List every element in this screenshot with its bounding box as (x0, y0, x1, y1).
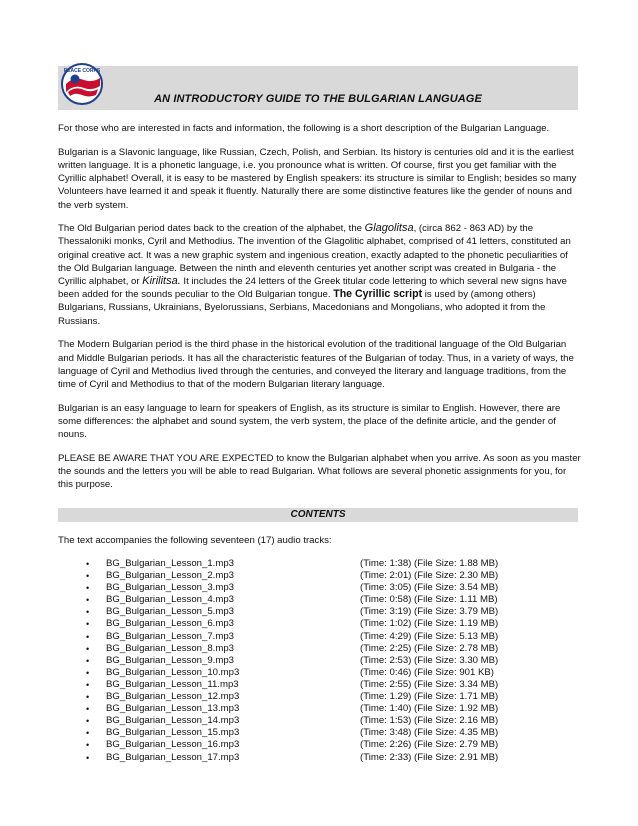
track-item (86, 727, 526, 739)
p3-text-a: The Old Bulgarian period dates back to the creation of the alphabet, the (58, 223, 365, 235)
track-filename: BG_Bulgarian_Lesson_14.mp3 (106, 715, 240, 727)
bullet-icon: • (86, 631, 90, 642)
contents-heading: CONTENTS (290, 509, 346, 520)
p3-text-c: It includes the 24 letters of the Greek titular code lettering to which several new signs have been added for the sounds peculiar to the Old Bulgarian tongue. (58, 276, 567, 301)
track-duration-size: (Time: 2:01) (File Size: 2.30 MB) (360, 570, 499, 582)
track-duration-size: (Time: 2:53) (File Size: 3.30 MB) (360, 654, 499, 666)
glagolitsa-term: Glagolitsa (364, 222, 414, 235)
track-filename: BG_Bulgarian_Lesson_13.mp3 (106, 703, 240, 715)
svg-text:PEACE CORPS: PEACE CORPS (63, 68, 101, 74)
tracks-intro: The text accompanies the following seventeen (17) audio tracks: (58, 535, 332, 546)
document-title: AN INTRODUCTORY GUIDE TO THE BULGARIAN LANGUAGE (154, 93, 482, 105)
track-filename: BG_Bulgarian_Lesson_11.mp3 (106, 678, 239, 690)
bullet-icon: • (86, 740, 90, 751)
kirilitsa-term: Kirilitsa. (142, 275, 181, 288)
track-filename: BG_Bulgarian_Lesson_3.mp3 (106, 582, 235, 594)
track-item (86, 703, 526, 715)
intro-section (58, 122, 582, 502)
bullet-icon: • (86, 752, 90, 763)
track-duration-size: (Time: 1:40) (File Size: 1.92 MB) (360, 703, 499, 715)
track-filename: BG_Bulgarian_Lesson_8.mp3 (106, 642, 235, 654)
intro-paragraph-2: Bulgarian is a Slavonic language, like Russian, Czech, Polish, and Serbian. Its history is centuries old and it is the earliest written language. It is a phonetic language, i.e. you pronounce what is written. Of course, first you get familiar with the Cyrillic alphabet! Overall, it is easy to be mastered by English speakers: its structure is similar to English; besides so many Volunteers have learned it and speak it fluently. Naturally there are some distinctive features like the gender of nouns and the verb system. (58, 146, 577, 211)
track-duration-size: (Time: 0:46) (File Size: 901 KB) (360, 666, 494, 678)
track-duration-size: (Time: 2:26) (File Size: 2.79 MB) (360, 739, 499, 751)
track-item (86, 715, 526, 727)
track-filename: BG_Bulgarian_Lesson_10.mp3 (106, 666, 240, 678)
intro-paragraph-5: Bulgarian is an easy language to learn for speakers of English, as its structure is similar to English. However, there are some differences: the alphabet and sound system, the verb system, the place of the definite article, and the gender of nouns. (58, 402, 561, 441)
track-duration-size: (Time: 0:58) (File Size: 1.11 MB) (360, 594, 498, 606)
track-duration-size: (Time: 2:55) (File Size: 3.34 MB) (360, 678, 499, 690)
track-duration-size: (Time: 3:19) (File Size: 3.79 MB) (360, 606, 499, 618)
bullet-icon: • (86, 571, 90, 582)
intro-paragraph-1: For those who are interested in facts and information, the following is a short description of the Bulgarian Language. (58, 123, 550, 134)
bullet-icon: • (86, 595, 90, 606)
track-filename: BG_Bulgarian_Lesson_16.mp3 (106, 739, 240, 751)
bullet-icon: • (86, 643, 90, 654)
cyrillic-script-term: The Cyrillic script (333, 288, 423, 301)
track-item (86, 618, 526, 630)
track-duration-size: (Time: 3:05) (File Size: 3.54 MB) (360, 582, 499, 594)
bullet-icon: • (86, 559, 90, 569)
track-item (86, 643, 526, 655)
bullet-icon: • (86, 716, 90, 727)
bullet-icon: • (86, 728, 90, 739)
track-duration-size: (Time: 1.29) (File Size: 1.71 MB) (360, 691, 499, 703)
bullet-icon: • (86, 667, 90, 678)
p3-text-d: is used by (among others) Bulgarians, Russians, Ukrainians, Byelorussians, Serbians, Macedonians and Mongolians, who adopted it from the Russians. (58, 289, 546, 327)
track-filename: BG_Bulgarian_Lesson_12.mp3 (106, 691, 240, 703)
track-filename: BG_Bulgarian_Lesson_17.mp3 (106, 751, 240, 763)
track-filename: BG_Bulgarian_Lesson_5.mp3 (106, 606, 235, 618)
bullet-icon: • (86, 704, 90, 715)
track-item (86, 752, 526, 764)
track-duration-size: (Time: 1:02) (File Size: 1.19 MB) (360, 618, 499, 630)
track-duration-size: (Time: 2:33) (File Size: 2.91 MB) (360, 751, 499, 763)
intro-paragraph-6: PLEASE BE AWARE THAT YOU ARE EXPECTED to know the Bulgarian alphabet when you arrive. As soon as you master the sounds and the letters you will be able to read Bulgarian. What follows are several phonetic assignments for you, for this purpose. (58, 452, 581, 491)
bullet-icon: • (86, 679, 90, 690)
track-duration-size: (Time: 2:25) (File Size: 2.78 MB) (360, 642, 499, 654)
track-item (86, 558, 526, 570)
track-item (86, 667, 526, 679)
track-filename: BG_Bulgarian_Lesson_7.mp3 (106, 630, 235, 642)
bullet-icon: • (86, 655, 90, 666)
track-item (86, 582, 526, 594)
track-item (86, 679, 526, 691)
track-item (86, 594, 526, 606)
track-filename: BG_Bulgarian_Lesson_9.mp3 (106, 654, 235, 666)
bullet-icon: • (86, 692, 90, 703)
track-duration-size: (Time: 1:53) (File Size: 2.16 MB) (360, 715, 499, 727)
track-filename: BG_Bulgarian_Lesson_4.mp3 (106, 594, 235, 606)
intro-paragraph-4: The Modern Bulgarian period is the third phase in the historical evolution of the traditional language of the Old Bulgarian and Middle Bulgarian periods. It has all the characteristic features of the Bulgarian of today. Thus, in a variety of ways, the language of Cyril and Methodius lived through the centuries, and conveyed the literary and language traditions, from the time of Cyril and Methodius to that of the modern Bulgarian literary language. (58, 339, 574, 390)
track-item (86, 691, 526, 703)
bullet-icon: • (86, 583, 90, 594)
bullet-icon: • (86, 619, 90, 630)
p3-text-b: , (circa 862 - 863 AD) by the Thessaloniki monks, Cyril and Methodius. The invention of the Glagolitic alphabet, comprised of 41 letters, constituted an original creative act. It was a new graphic system and ingenious creation, exactly adapted to the phonetic peculiarities of the Old Bulgarian language. Between the ninth and eleventh centuries yet another script was created in Bulgaria - the Cyrillic alphabet, or (58, 223, 571, 288)
track-item (86, 655, 526, 667)
track-item (86, 739, 526, 751)
track-duration-size: (Time: 3:48) (File Size: 4.35 MB) (360, 727, 499, 739)
track-item (86, 631, 526, 643)
bullet-icon: • (86, 607, 90, 618)
intro-paragraph-3 (58, 222, 582, 328)
track-duration-size: (Time: 4:29) (File Size: 5.13 MB) (360, 630, 499, 642)
audio-track-list (86, 558, 526, 764)
track-item (86, 570, 526, 582)
track-filename: BG_Bulgarian_Lesson_6.mp3 (106, 618, 235, 630)
track-item (86, 606, 526, 618)
track-filename: BG_Bulgarian_Lesson_2.mp3 (106, 570, 235, 582)
track-duration-size: (Time: 1:38) (File Size: 1.88 MB) (360, 558, 499, 569)
track-filename: BG_Bulgarian_Lesson_15.mp3 (106, 727, 240, 739)
track-filename: BG_Bulgarian_Lesson_1.mp3 (106, 558, 235, 569)
